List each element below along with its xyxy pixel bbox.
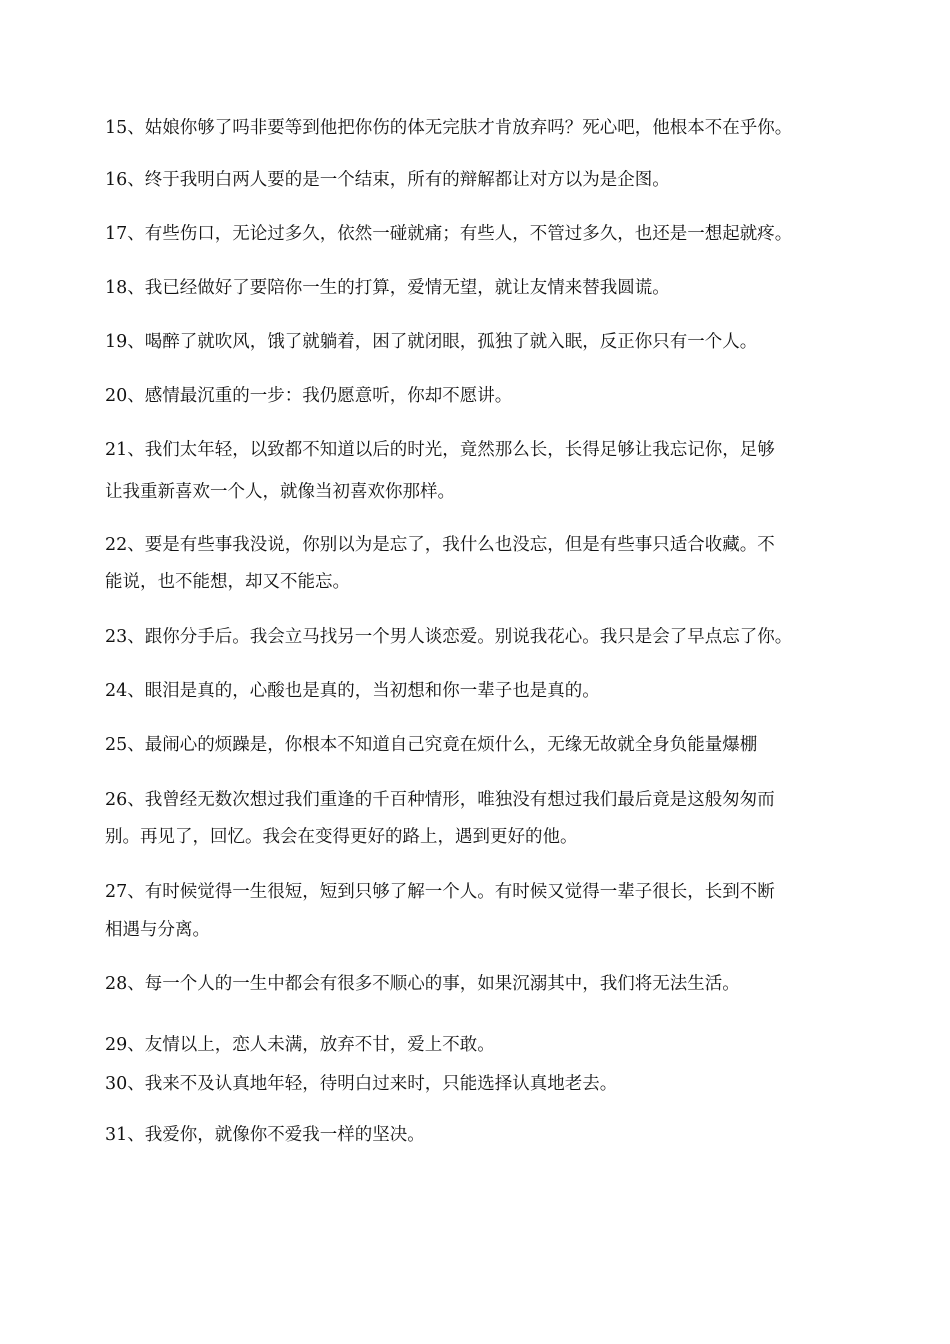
paragraph-22-line-1: 22、要是有些事我没说，你别以为是忘了，我什么也没忘，但是有些事只适合收藏。不	[105, 535, 775, 555]
paragraph-28: 28、每一个人的一生中都会有很多不顺心的事，如果沉溺其中，我们将无法生活。	[105, 974, 740, 994]
paragraph-29: 29、友情以上，恋人未满，放弃不甘，爱上不敢。	[105, 1035, 495, 1055]
paragraph-31: 31、我爱你，就像你不爱我一样的坚决。	[105, 1125, 425, 1145]
paragraph-16: 16、终于我明白两人要的是一个结束，所有的辩解都让对方以为是企图。	[105, 170, 670, 190]
paragraph-27-line-1: 27、有时候觉得一生很短，短到只够了解一个人。有时候又觉得一辈子很长，长到不断	[105, 882, 775, 902]
paragraph-30: 30、我来不及认真地年轻，待明白过来时，只能选择认真地老去。	[105, 1074, 618, 1094]
paragraph-27-line-2: 相遇与分离。	[105, 920, 210, 940]
paragraph-18: 18、我已经做好了要陪你一生的打算，爱情无望，就让友情来替我圆谎。	[105, 278, 670, 298]
paragraph-26-line-1: 26、我曾经无数次想过我们重逢的千百种情形，唯独没有想过我们最后竟是这般匆匆而	[105, 790, 775, 810]
paragraph-20: 20、感情最沉重的一步：我仍愿意听，你却不愿讲。	[105, 386, 513, 406]
paragraph-17: 17、有些伤口，无论过多久，依然一碰就痛；有些人，不管过多久，也还是一想起就疼。	[105, 224, 793, 244]
paragraph-24: 24、眼泪是真的，心酸也是真的，当初想和你一辈子也是真的。	[105, 681, 600, 701]
paragraph-26-line-2: 别。再见了，回忆。我会在变得更好的路上，遇到更好的他。	[105, 827, 578, 847]
paragraph-25: 25、最闹心的烦躁是，你根本不知道自己究竟在烦什么，无缘无故就全身负能量爆棚	[105, 735, 758, 755]
paragraph-22-line-2: 能说，也不能想，却又不能忘。	[105, 572, 350, 592]
paragraph-21-line-1: 21、我们太年轻，以致都不知道以后的时光，竟然那么长，长得足够让我忘记你，足够	[105, 440, 775, 460]
paragraph-15: 15、姑娘你够了吗非要等到他把你伤的体无完肤才肯放弃吗？死心吧，他根本不在乎你。	[105, 118, 793, 138]
paragraph-23: 23、跟你分手后。我会立马找另一个男人谈恋爱。别说我花心。我只是会了早点忘了你。	[105, 627, 793, 647]
paragraph-19: 19、喝醉了就吹风，饿了就躺着，困了就闭眼，孤独了就入眠，反正你只有一个人。	[105, 332, 758, 352]
paragraph-21-line-2: 让我重新喜欢一个人，就像当初喜欢你那样。	[105, 482, 455, 502]
